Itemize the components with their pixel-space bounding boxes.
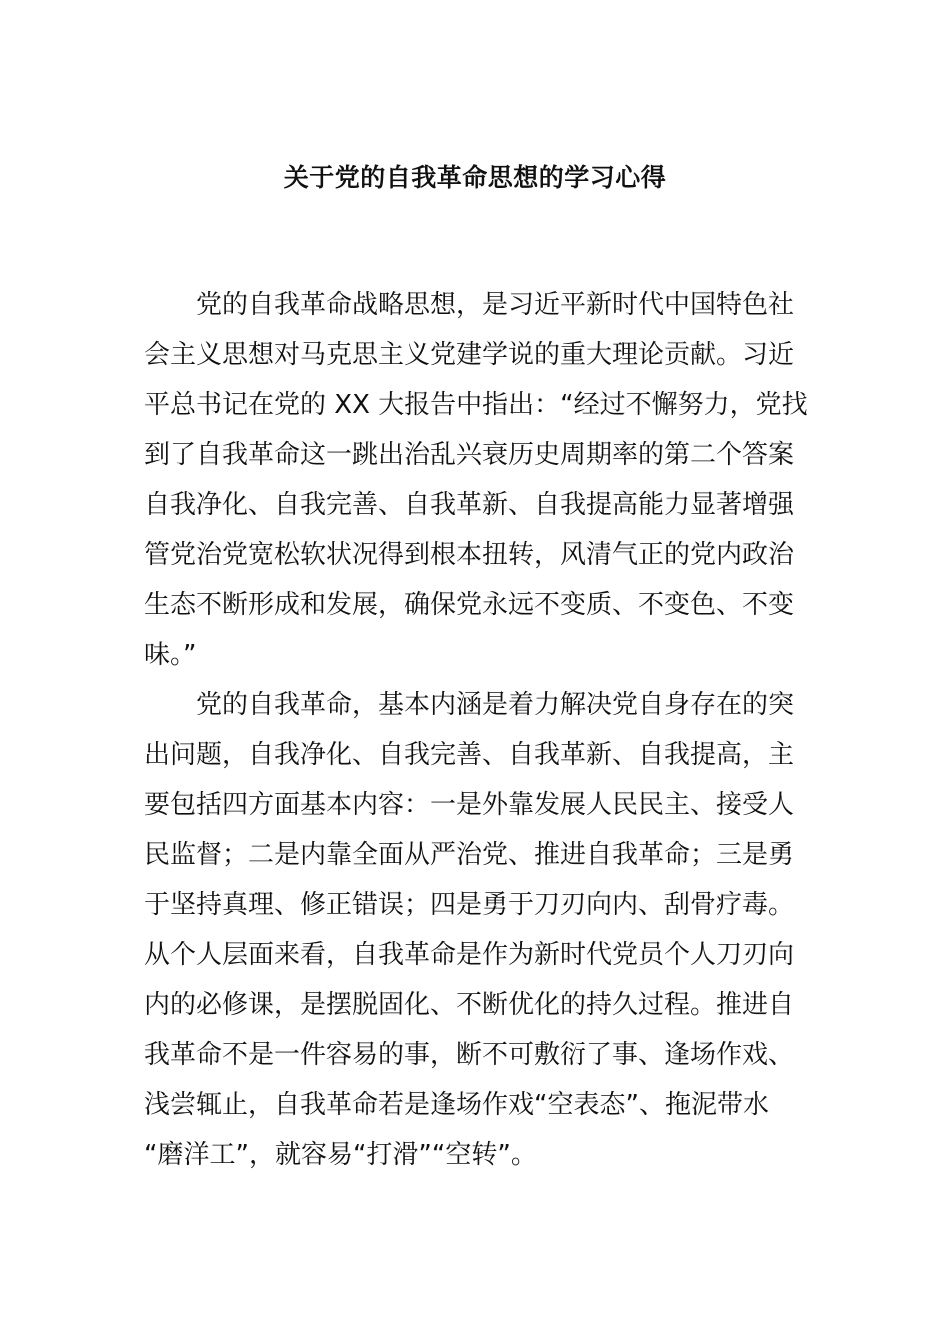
paragraph-line: 要包括四方面基本内容：一是外靠发展人民民主、接受人 — [144, 790, 795, 820]
paragraph-line: “磨洋工”，就容易“打滑”“空转”。 — [144, 1140, 537, 1170]
paragraph-line: 党的自我革命，基本内涵是着力解决党自身存在的突 — [196, 690, 795, 720]
document-body — [144, 280, 810, 1180]
paragraph-line: 平总书记在党的 XX 大报告中指出：“经过不懈努力，党找 — [144, 390, 808, 420]
paragraph-line: 管党治党宽松软状况得到根本扭转，风清气正的党内政治 — [144, 540, 795, 570]
paragraph-line: 味。” — [144, 640, 197, 670]
paragraph-line: 浅尝辄止，自我革命若是逢场作戏“空表态”、拖泥带水 — [144, 1090, 769, 1120]
paragraph-line: 于坚持真理、修正错误；四是勇于刀刃向内、刮骨疗毒。 — [144, 890, 795, 920]
paragraph-1 — [144, 280, 810, 680]
paragraph-line: 生态不断形成和发展，确保党永远不变质、不变色、不变 — [144, 590, 795, 620]
paragraph-line: 我革命不是一件容易的事，断不可敷衍了事、逢场作戏、 — [144, 1040, 795, 1070]
paragraph-line: 自我净化、自我完善、自我革新、自我提高能力显著增强 — [144, 490, 795, 520]
paragraph-line: 从个人层面来看，自我革命是作为新时代党员个人刀刃向 — [144, 940, 795, 970]
paragraph-line: 出问题，自我净化、自我完善、自我革新、自我提高，主 — [144, 740, 795, 770]
paragraph-line: 民监督；二是内靠全面从严治党、推进自我革命；三是勇 — [144, 840, 795, 870]
document-title: 关于党的自我革命思想的学习心得 — [283, 163, 667, 192]
paragraph-line: 会主义思想对马克思主义党建学说的重大理论贡献。习近 — [144, 340, 795, 370]
paragraph-2 — [144, 680, 810, 1180]
paragraph-line: 内的必修课，是摆脱固化、不断优化的持久过程。推进自 — [144, 990, 795, 1020]
paragraph-line: 党的自我革命战略思想，是习近平新时代中国特色社 — [196, 290, 795, 320]
paragraph-line: 到了自我革命这一跳出治乱兴衰历史周期率的第二个答案 — [144, 440, 795, 470]
